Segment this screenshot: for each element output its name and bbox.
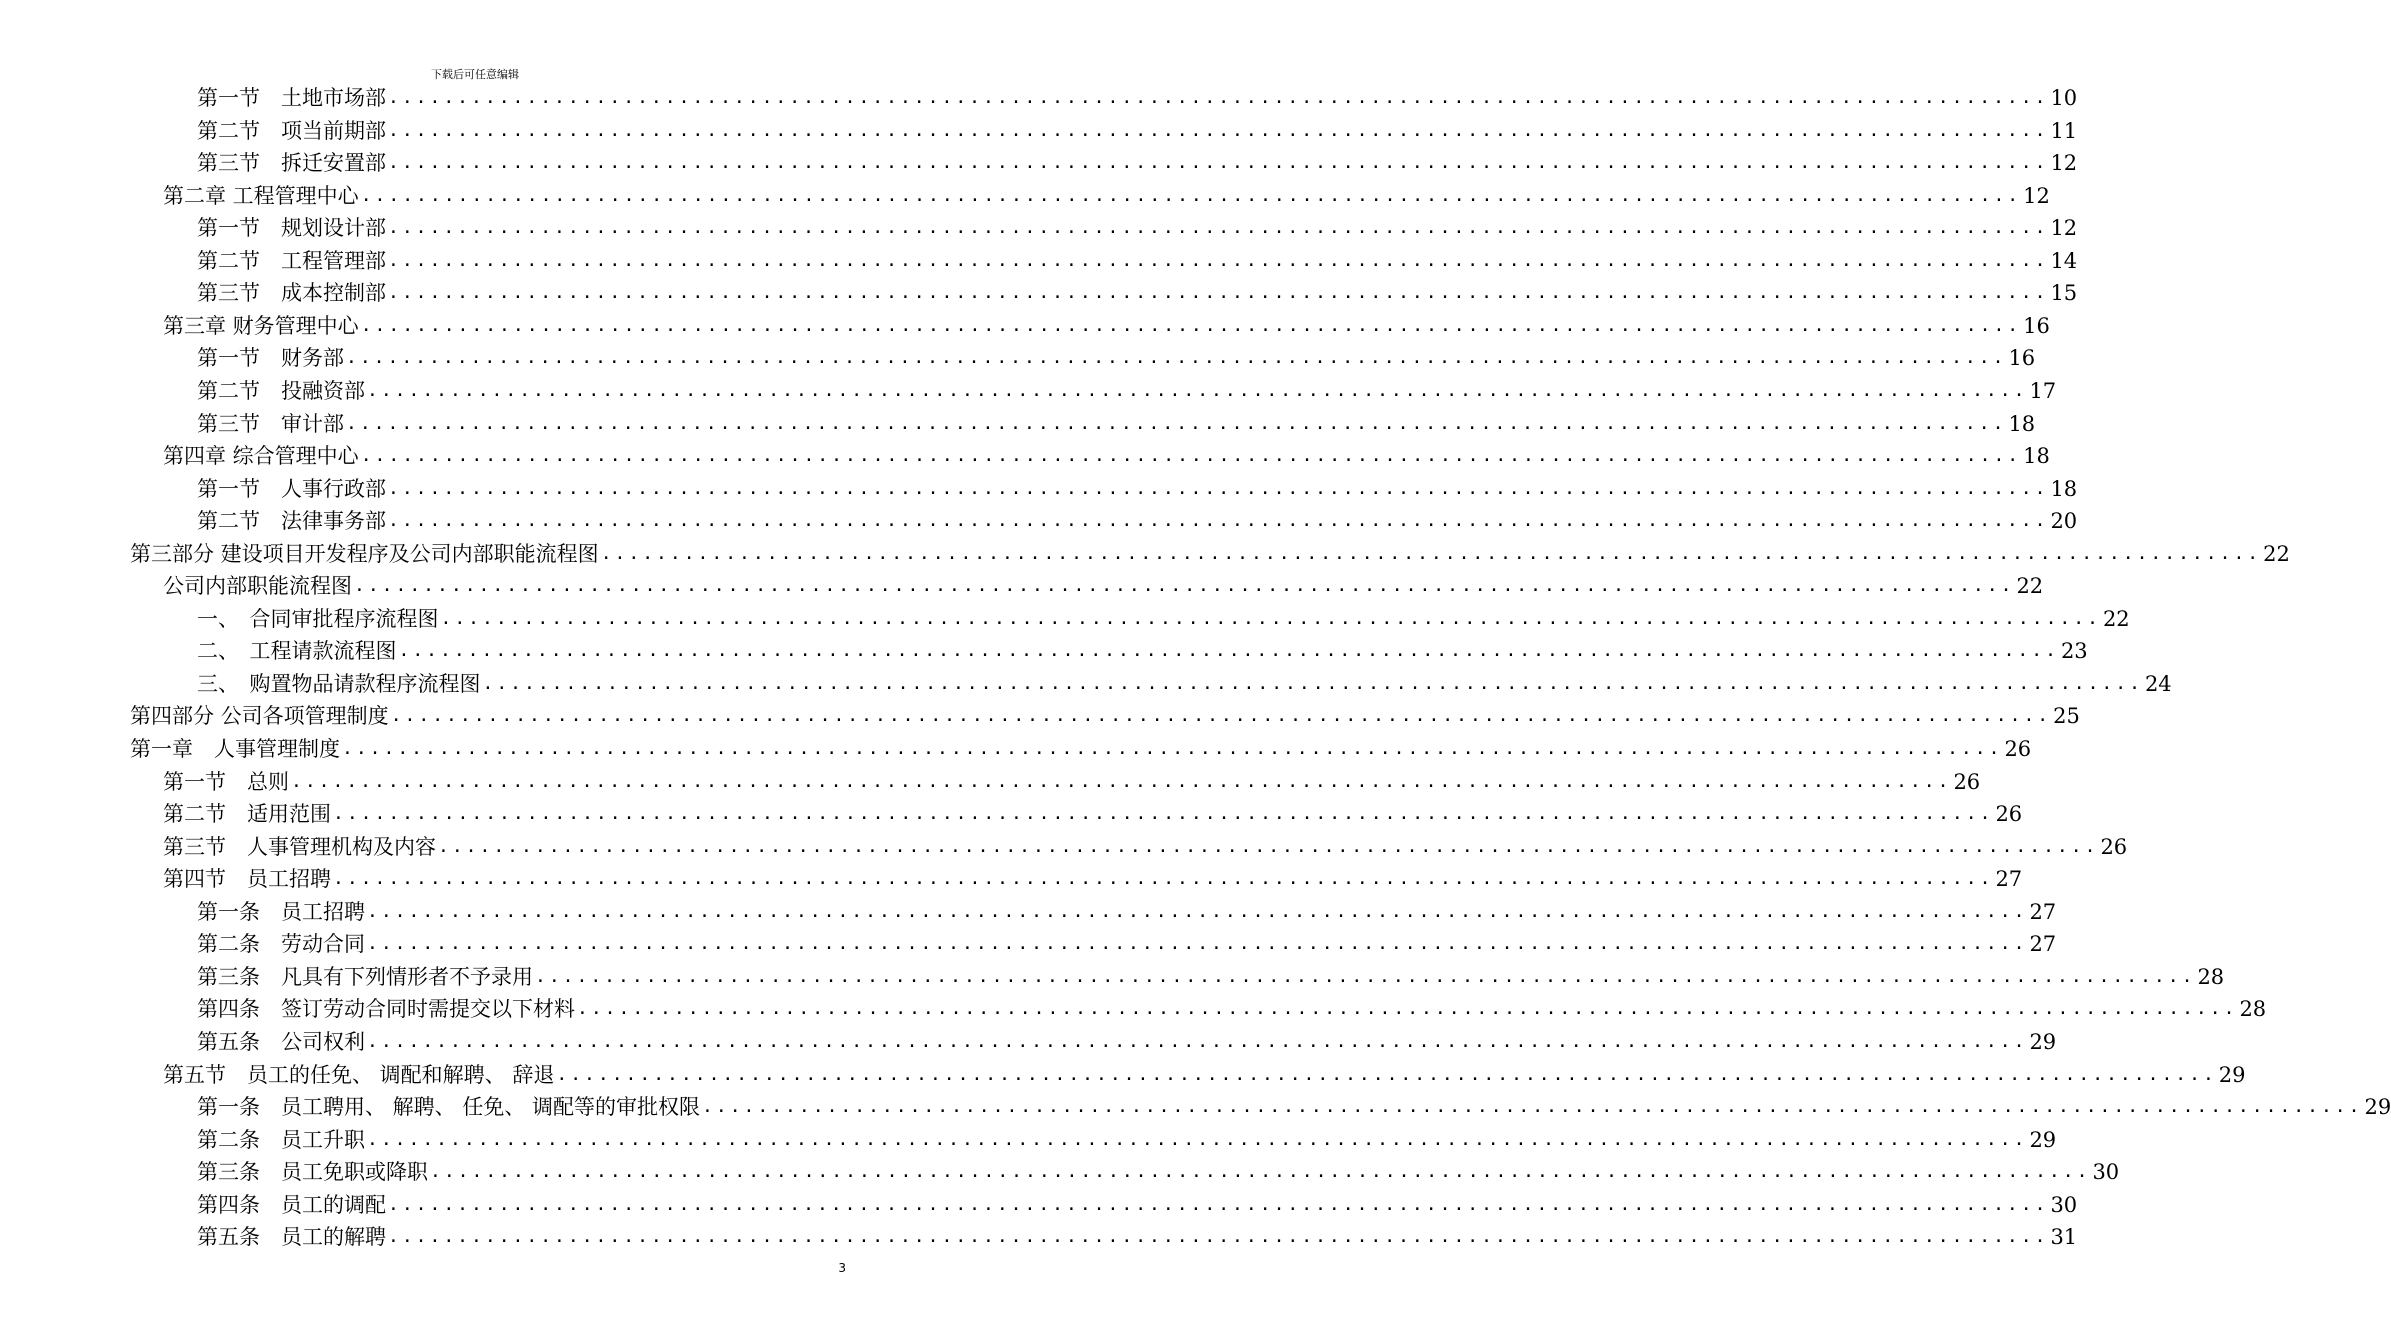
toc-entry-page: 12 bbox=[2050, 216, 2078, 241]
toc-entry-page: 26 bbox=[2004, 737, 2032, 761]
toc-entry-title: 第三条 凡具有下列情形者不予录用 bbox=[197, 964, 533, 989]
dot-leader: ........................................................................................................................ bbox=[398, 640, 2059, 662]
dot-leader: ........................................................................................................................ bbox=[342, 738, 2003, 759]
toc-entry[interactable] bbox=[197, 408, 2036, 440]
dot-leader: ........................................................................................................................ bbox=[388, 249, 2049, 271]
toc-entry-title: 第一节 土地市场部 bbox=[197, 86, 386, 110]
dot-leader: ........................................................................................................................ bbox=[388, 477, 2049, 499]
toc-entry[interactable] bbox=[163, 863, 2023, 895]
dot-leader: ........................................................................................................................ bbox=[333, 803, 1994, 825]
page-header: 下载后可任意编辑 bbox=[431, 68, 519, 81]
toc-entry-page: 28 bbox=[2197, 964, 2225, 989]
toc-entry-title: 第一节 人事行政部 bbox=[197, 476, 386, 501]
toc-entry-title: 第五节 员工的任免、 调配和解聘、 辞退 bbox=[163, 1062, 555, 1087]
toc-entry[interactable] bbox=[163, 180, 2050, 212]
toc-entry-title: 三、 购置物品请款程序流程图 bbox=[197, 671, 481, 696]
toc-entry-page: 31 bbox=[2050, 1225, 2078, 1250]
toc-entry-page: 27 bbox=[2029, 932, 2057, 957]
toc-entry-title: 第二条 员工升职 bbox=[197, 1127, 365, 1152]
toc-entry-page: 12 bbox=[2023, 183, 2050, 208]
toc-entry-title: 第四条 员工的调配 bbox=[197, 1192, 386, 1217]
toc-entry-page: 17 bbox=[2029, 378, 2057, 403]
page-number: 3 bbox=[838, 1261, 846, 1275]
toc-entry[interactable] bbox=[197, 1189, 2078, 1221]
toc-entry-page: 22 bbox=[2263, 541, 2290, 566]
toc-entry-title: 第二节 工程管理部 bbox=[197, 248, 386, 273]
toc-entry-page: 16 bbox=[2008, 346, 2036, 371]
toc-entry[interactable] bbox=[197, 1091, 2391, 1123]
dot-leader: ........................................................................................................................ bbox=[440, 607, 2101, 629]
toc-entry[interactable] bbox=[197, 375, 2057, 407]
toc-entry-title: 第二节 法律事务部 bbox=[197, 509, 386, 534]
toc-entry[interactable] bbox=[197, 1156, 2120, 1188]
toc-entry-page: 28 bbox=[2239, 997, 2267, 1022]
toc-entry-page: 24 bbox=[2144, 671, 2172, 696]
dot-leader: ........................................................................................................................ bbox=[346, 412, 2007, 434]
dot-leader: ........................................................................................................................ bbox=[367, 1128, 2028, 1150]
dot-leader: ........................................................................................................................ bbox=[388, 1226, 2049, 1248]
dot-leader: ........................................................................................................................ bbox=[438, 835, 2099, 857]
toc-entry[interactable] bbox=[197, 505, 2078, 537]
toc-entry-page: 29 bbox=[2218, 1062, 2246, 1087]
toc-entry-title: 第一节 财务部 bbox=[197, 346, 344, 371]
toc-entry-title: 第四部分 公司各项管理制度 bbox=[130, 704, 389, 729]
toc-entry-title: 第三节 成本控制部 bbox=[197, 281, 386, 306]
toc-entry-title: 第一节 总则 bbox=[163, 769, 289, 794]
toc-entry-page: 22 bbox=[2016, 574, 2044, 599]
toc-entry[interactable] bbox=[197, 1221, 2078, 1253]
dot-leader: ........................................................................................................................ bbox=[482, 672, 2143, 694]
toc-entry-title: 第三节 审计部 bbox=[197, 411, 344, 436]
toc-entry-page: 23 bbox=[2060, 639, 2088, 664]
toc-entry-page: 10 bbox=[2050, 86, 2078, 110]
toc-entry-title: 第四条 签订劳动合同时需提交以下材料 bbox=[197, 997, 575, 1022]
dot-leader: ........................................................................................................................ bbox=[346, 347, 2007, 369]
dot-leader: ........................................................................................................................ bbox=[390, 705, 2052, 727]
toc-entry[interactable] bbox=[163, 766, 1981, 798]
dot-leader: ........................................................................................................................ bbox=[367, 933, 2028, 955]
toc-entry-page: 30 bbox=[2050, 1192, 2078, 1217]
toc-entry-title: 第一节 规划设计部 bbox=[197, 216, 386, 241]
toc-entry[interactable] bbox=[163, 831, 2128, 863]
toc-entry[interactable] bbox=[197, 993, 2267, 1025]
toc-entry-page: 18 bbox=[2023, 444, 2050, 469]
toc-entry[interactable] bbox=[163, 1059, 2246, 1091]
dot-leader: ........................................................................................................................ bbox=[430, 1161, 2091, 1183]
toc-entry[interactable] bbox=[197, 277, 2078, 309]
toc-entry[interactable] bbox=[197, 1026, 2057, 1058]
dot-leader: ........................................................................................................................ bbox=[388, 217, 2049, 239]
toc-entry-page: 30 bbox=[2092, 1160, 2120, 1185]
dot-leader: ........................................................................................................................ bbox=[388, 152, 2049, 174]
toc-entry-title: 第一章 人事管理制度 bbox=[130, 737, 340, 761]
toc-entry[interactable] bbox=[197, 668, 2172, 700]
toc-entry-page: 27 bbox=[1995, 867, 2023, 892]
dot-leader: ........................................................................................................................ bbox=[367, 379, 2028, 401]
toc-entry[interactable] bbox=[197, 115, 2078, 147]
toc-entry-title: 第三章 财务管理中心 bbox=[163, 313, 359, 338]
toc-entry-title: 第一条 员工聘用、 解聘、 任免、 调配等的审批权限 bbox=[197, 1095, 701, 1120]
toc-entry-title: 第三节 拆迁安置部 bbox=[197, 151, 386, 176]
dot-leader: ........................................................................................................................ bbox=[388, 119, 2049, 141]
dot-leader: ........................................................................................................................ bbox=[388, 1193, 2049, 1215]
toc-entry-page: 12 bbox=[2050, 151, 2078, 176]
toc-entry[interactable] bbox=[163, 798, 2023, 830]
toc-entry-title: 一、 合同审批程序流程图 bbox=[197, 606, 439, 631]
dot-leader: ........................................................................................................................ bbox=[354, 575, 2015, 597]
toc-entry-page: 26 bbox=[1995, 802, 2023, 827]
toc-entry-page: 14 bbox=[2050, 248, 2078, 273]
toc-entry-page: 11 bbox=[2050, 118, 2078, 143]
toc-entry-title: 第三部分 建设项目开发程序及公司内部职能流程图 bbox=[130, 541, 599, 566]
toc-entry[interactable] bbox=[197, 603, 2130, 635]
dot-leader: ........................................................................................................................ bbox=[577, 998, 2238, 1020]
toc-entry[interactable] bbox=[197, 147, 2078, 179]
toc-entry-title: 第三条 员工免职或降职 bbox=[197, 1160, 428, 1185]
toc-entry-title: 第四章 综合管理中心 bbox=[163, 444, 359, 469]
dot-leader: ........................................................................................................................ bbox=[367, 900, 2028, 922]
toc-entry-page: 27 bbox=[2029, 899, 2057, 924]
toc-entry[interactable] bbox=[197, 896, 2057, 928]
toc-entry-page: 26 bbox=[2100, 834, 2128, 859]
toc-entry-page: 29 bbox=[2029, 1029, 2057, 1054]
toc-entry-title: 第三节 人事管理机构及内容 bbox=[163, 834, 436, 859]
dot-leader: ........................................................................................................................ bbox=[291, 770, 1952, 792]
toc-entry-title: 第二节 适用范围 bbox=[163, 802, 331, 827]
toc-entry[interactable] bbox=[197, 342, 2036, 374]
dot-leader: ........................................................................................................................ bbox=[367, 1030, 2028, 1052]
toc-entry[interactable] bbox=[197, 635, 2088, 667]
toc-entry-page: 20 bbox=[2050, 509, 2078, 534]
toc-entry[interactable] bbox=[130, 700, 2080, 732]
toc-entry[interactable] bbox=[197, 1124, 2057, 1156]
toc-entry[interactable] bbox=[163, 310, 2050, 342]
toc-entry-title: 第五条 员工的解聘 bbox=[197, 1225, 386, 1250]
dot-leader: ........................................................................................................................ bbox=[333, 868, 1994, 890]
toc-entry[interactable] bbox=[130, 538, 2290, 570]
toc-entry-title: 第二条 劳动合同 bbox=[197, 932, 365, 957]
dot-leader: ........................................................................................................................ bbox=[360, 314, 2022, 336]
dot-leader: ........................................................................................................................ bbox=[600, 542, 2262, 564]
toc-entry[interactable] bbox=[197, 961, 2225, 993]
toc-entry[interactable] bbox=[197, 473, 2078, 505]
toc-entry-title: 第一条 员工招聘 bbox=[197, 899, 365, 924]
toc-entry[interactable] bbox=[197, 212, 2078, 244]
dot-leader: ........................................................................................................................ bbox=[702, 1096, 2363, 1118]
toc-entry-title: 第二章 工程管理中心 bbox=[163, 183, 359, 208]
toc-entry-page: 29 bbox=[2029, 1127, 2057, 1152]
toc-entry-title: 二、 工程请款流程图 bbox=[197, 639, 397, 664]
toc-entry-title: 公司内部职能流程图 bbox=[163, 574, 352, 599]
dot-leader: ........................................................................................................................ bbox=[556, 1063, 2217, 1085]
toc-entry-page: 26 bbox=[1953, 769, 1981, 794]
toc-entry-title: 第五条 公司权利 bbox=[197, 1029, 365, 1054]
toc-entry-page: 18 bbox=[2008, 411, 2036, 436]
toc-entry[interactable] bbox=[197, 245, 2078, 277]
toc-entry[interactable] bbox=[163, 570, 2044, 602]
toc-entry[interactable] bbox=[130, 733, 2032, 765]
toc-entry-page: 16 bbox=[2023, 313, 2050, 338]
toc-entry-title: 第四节 员工招聘 bbox=[163, 867, 331, 892]
toc-entry-page: 15 bbox=[2050, 281, 2078, 306]
toc-entry[interactable] bbox=[197, 928, 2057, 960]
toc-entry[interactable] bbox=[197, 82, 2078, 114]
dot-leader: ........................................................................................................................ bbox=[388, 87, 2049, 108]
dot-leader: ........................................................................................................................ bbox=[388, 282, 2049, 304]
toc-entry-page: 18 bbox=[2050, 476, 2078, 501]
dot-leader: ........................................................................................................................ bbox=[360, 445, 2022, 467]
toc-entry-title: 第二节 项当前期部 bbox=[197, 118, 386, 143]
dot-leader: ........................................................................................................................ bbox=[388, 510, 2049, 532]
toc-entry-page: 29 bbox=[2364, 1095, 2391, 1120]
dot-leader: ........................................................................................................................ bbox=[535, 965, 2196, 987]
toc-entry-page: 25 bbox=[2053, 704, 2080, 729]
dot-leader: ........................................................................................................................ bbox=[360, 184, 2022, 206]
toc-entry-title: 第二节 投融资部 bbox=[197, 378, 365, 403]
toc-entry-page: 22 bbox=[2102, 606, 2130, 631]
toc-entry[interactable] bbox=[163, 440, 2050, 472]
